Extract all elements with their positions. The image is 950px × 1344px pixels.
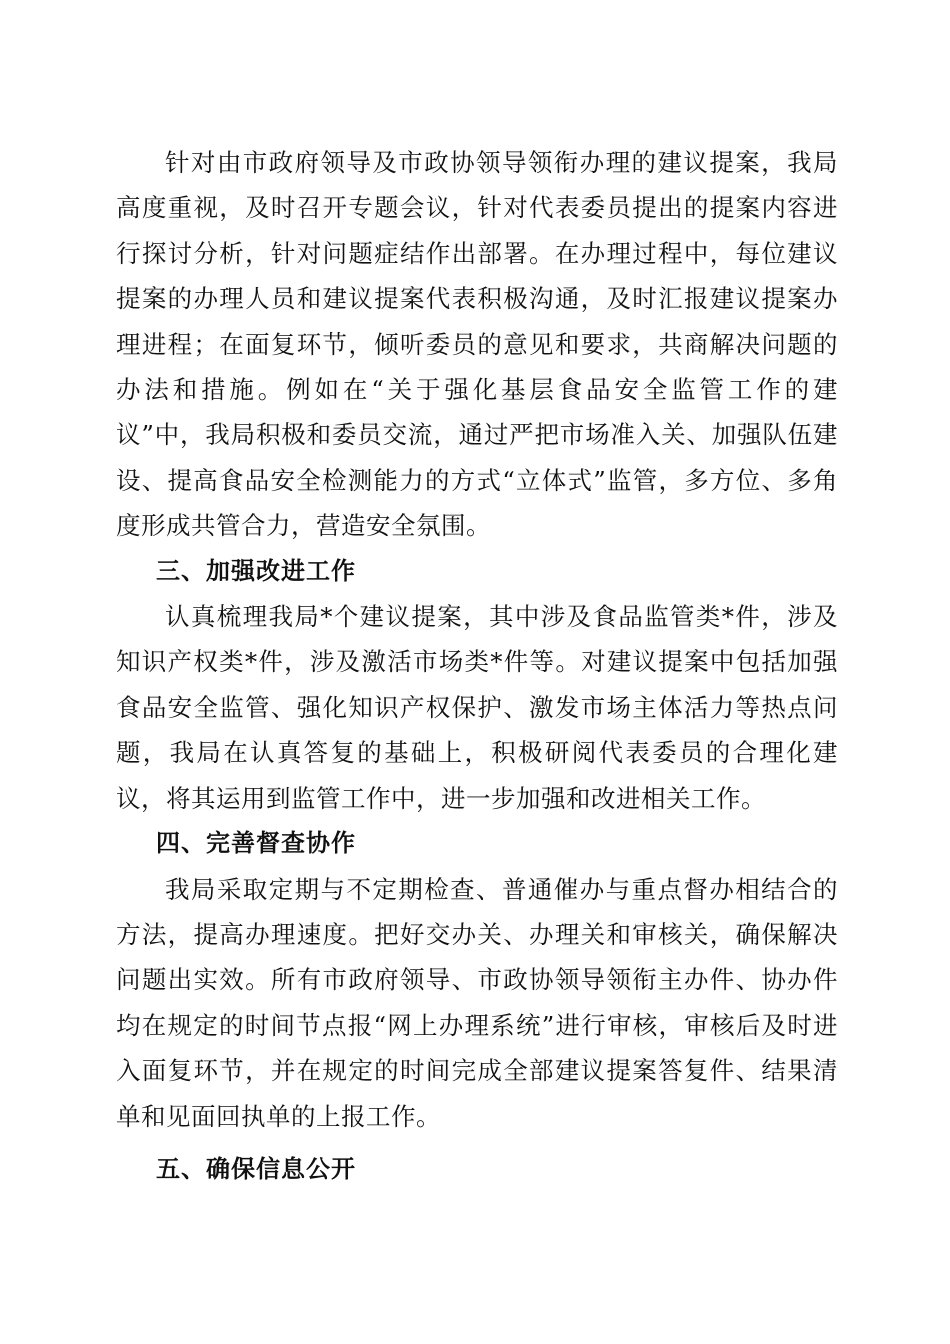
paragraph-proposal-handling: 针对由市政府领导及市政协领导领衔办理的建议提案，我局高度重视，及时召开专题会议，针对代表委员提出的提案内容进行探讨分析，针对问题症结作出部署。在办理过程中，每位建议提案的办理人员和建议提案代表积极沟通，及时汇报建议提案办理进程；在面复环节，倾听委员的意见和要求，共商解决问题的办法和措施。例如在“关于强化基层食品安全监管工作的建议”中，我局积极和委员交流，通过严把市场准入关、加强队伍建设、提高食品安全检测能力的方式“立体式”监管，多方位、多角度形成共管合力，营造安全氛围。 [116, 148, 838, 541]
paragraph-supervision: 我局采取定期与不定期检查、普通催办与重点督办相结合的方法，提高办理速度。把好交办关、办理关和审核关，确保解决问题出实效。所有市政府领导、市政协领导领衔主办件、协办件均在规定的时间节点报“网上办理系统”进行审核，审核后及时进入面复环节，并在规定的时间完成全部建议提案答复件、结果清单和见面回执单的上报工作。 [116, 874, 838, 1131]
paragraph-improve-work: 认真梳理我局*个建议提案，其中涉及食品监管类*件，涉及知识产权类*件，涉及激活市场类*件等。对建议提案中包括加强食品安全监管、强化知识产权保护、激发市场主体活力等热点问题，我局在认真答复的基础上，积极研阅代表委员的合理化建议，将其运用到监管工作中，进一步加强和改进相关工作。 [116, 602, 838, 813]
section-heading-3: 三、加强改进工作 [156, 556, 356, 585]
section-heading-4: 四、完善督查协作 [156, 829, 356, 858]
document-body [116, 140, 838, 1192]
section-heading-5: 五、确保信息公开 [156, 1154, 356, 1183]
